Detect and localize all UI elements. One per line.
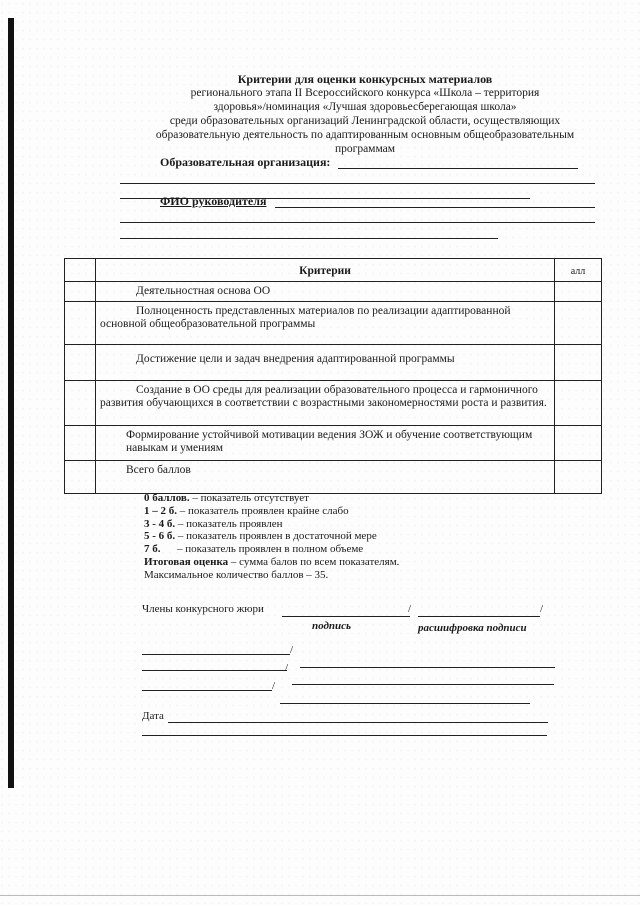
document-title: Критерии для оценки конкурсных материалов: [237, 72, 493, 86]
org-field-line-2[interactable]: [120, 183, 595, 184]
criteria-table: [64, 258, 602, 494]
legend-line: 5 - 6 б. – показатель проявлен в достаточной мере: [144, 530, 377, 543]
criteria-header: Критерии: [96, 259, 555, 282]
jury-signature-line[interactable]: [142, 654, 290, 655]
header-line-1: регионального этапа II Всероссийского конкурса «Школа – территория: [190, 87, 540, 99]
table-row: [65, 426, 602, 461]
header-line-4: образовательную деятельность по адаптированным основным общеобразовательным: [155, 129, 575, 141]
criterion-text: Деятельностная основа ОО: [96, 282, 555, 302]
jury-signature-line[interactable]: [282, 616, 410, 617]
total-score-cell[interactable]: [555, 461, 602, 494]
score-cell[interactable]: [555, 426, 602, 461]
criterion-text: Формирование устойчивой мотивации ведения ЗОЖ и обучение соответствующим навыкам и умениям: [96, 426, 555, 461]
head-field-line-2[interactable]: [120, 222, 595, 223]
jury-label: Члены конкурсного жюри: [142, 603, 264, 615]
jury-signature-line[interactable]: [142, 690, 272, 691]
legend-line: 7 б. – показатель проявлен в полном объеме: [144, 543, 364, 556]
jury-decode-line[interactable]: [300, 667, 555, 668]
table-header-row: [65, 259, 602, 282]
org-field-line[interactable]: [338, 168, 578, 169]
score-cell[interactable]: [555, 282, 602, 302]
slash-separator: /: [272, 680, 276, 692]
signature-caption: подпись: [312, 620, 352, 632]
slash-separator: /: [285, 662, 289, 674]
jury-decode-line[interactable]: [280, 703, 530, 704]
jury-signature-line[interactable]: [142, 670, 287, 671]
org-label: Образовательная организация:: [160, 155, 331, 169]
slash-separator: /: [290, 644, 294, 656]
table-row: [65, 282, 602, 302]
score-header: алл: [555, 259, 602, 282]
date-label: Дата: [142, 710, 164, 722]
table-row: [65, 302, 602, 345]
header-line-2: здоровья»/номинация «Лучшая здоровьесберегающая школа»: [213, 101, 517, 113]
score-cell[interactable]: [555, 302, 602, 345]
header-line-3: среди образовательных организаций Ленинградской области, осуществляющих: [169, 115, 561, 127]
criterion-text: Создание в ОО среды для реализации образовательного процесса и гармоничного развития обучающихся в соответствии с возрастными закономерностями роста и развития.: [96, 381, 555, 426]
score-cell[interactable]: [555, 345, 602, 381]
table-row-total: [65, 461, 602, 494]
slash-separator: /: [408, 603, 412, 615]
page-bottom-edge: [0, 895, 640, 896]
binding-strip: [8, 18, 14, 788]
total-label: Всего баллов: [96, 461, 555, 494]
jury-decode-line[interactable]: [292, 684, 554, 685]
criterion-text: Достижение цели и задач внедрения адаптированной программы: [96, 345, 555, 381]
head-field-line-3[interactable]: [120, 238, 498, 239]
num-cell: [65, 259, 96, 282]
slash-separator: /: [540, 603, 544, 615]
legend-line: Максимальное количество баллов – 35.: [144, 568, 329, 581]
head-label: ФИО руководителя: [160, 194, 267, 208]
head-field-line[interactable]: [275, 207, 595, 208]
decode-caption: расшифровка подписи: [418, 622, 527, 634]
legend-line: 0 баллов. – показатель отсутствует: [144, 492, 309, 504]
jury-decode-line[interactable]: [418, 616, 540, 617]
legend-line: 1 – 2 б. – показатель проявлен крайне слабо: [144, 504, 349, 517]
header-line-5: программам: [334, 143, 396, 155]
date-field-line[interactable]: [168, 722, 548, 723]
legend-line: Итоговая оценка – сумма балов по всем показателям.: [144, 555, 400, 568]
criterion-text: Полноценность представленных материалов по реализации адаптированной основной общеобразовательной программы: [96, 302, 555, 345]
scoring-legend: [144, 492, 399, 582]
date-field-line-2[interactable]: [142, 735, 547, 736]
table-row: [65, 381, 602, 426]
table-row: [65, 345, 602, 381]
legend-line: 3 - 4 б. – показатель проявлен: [144, 517, 283, 530]
score-cell[interactable]: [555, 381, 602, 426]
